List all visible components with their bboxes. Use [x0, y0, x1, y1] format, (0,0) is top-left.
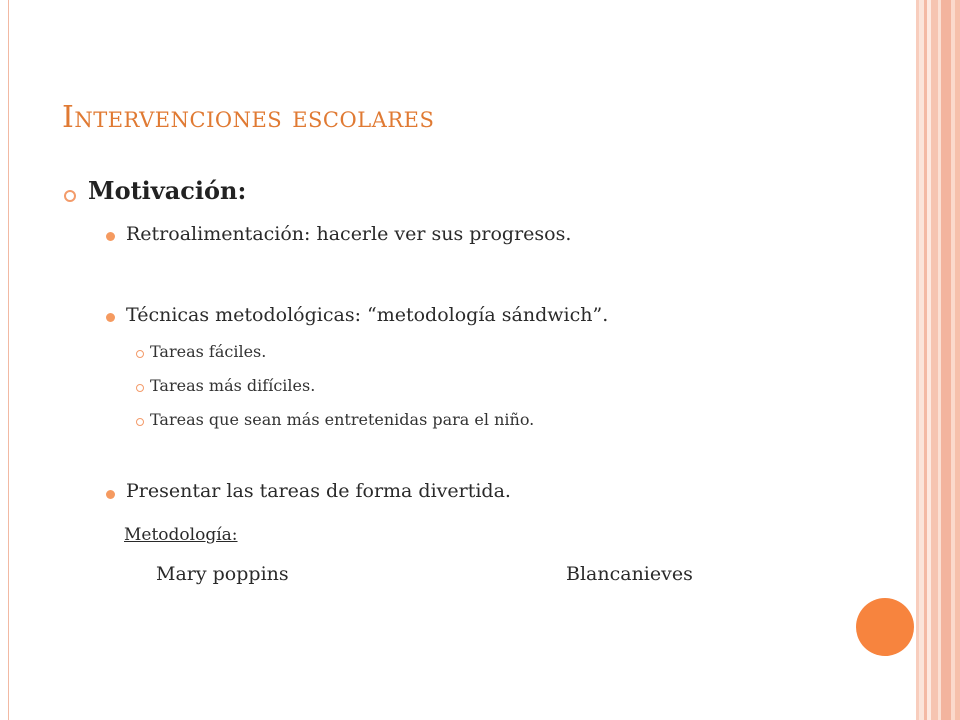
heading-bullet-icon — [64, 190, 76, 202]
example-mary-poppins: Mary poppins — [156, 563, 289, 585]
bullet-dot-icon — [106, 232, 115, 241]
sub-item-fun-tasks: Tareas que sean más entretenidas para el niño. — [150, 410, 535, 429]
example-blancanieves: Blancanieves — [566, 563, 693, 585]
bullet-item-present-fun: Presentar las tareas de forma divertida. — [126, 480, 511, 502]
decorative-stripes — [916, 0, 960, 720]
sub-item-hard-tasks: Tareas más difíciles. — [150, 376, 316, 395]
bullet-item-feedback: Retroalimentación: hacerle ver sus progresos. — [126, 223, 572, 245]
bullet-item-techniques: Técnicas metodológicas: “metodología sándwich”. — [126, 304, 609, 326]
decorative-circle — [856, 598, 914, 656]
sub-item-easy-tasks: Tareas fáciles. — [150, 342, 267, 361]
slide-title: Intervenciones escolares — [62, 100, 435, 135]
bullet-dot-icon — [106, 313, 115, 322]
bullet-dot-icon — [106, 490, 115, 499]
section-heading: Motivación: — [88, 176, 247, 205]
methodology-label: Metodología: — [124, 525, 238, 545]
left-border-line — [8, 0, 9, 720]
sub-bullet-icon — [136, 384, 144, 392]
sub-bullet-icon — [136, 418, 144, 426]
sub-bullet-icon — [136, 350, 144, 358]
